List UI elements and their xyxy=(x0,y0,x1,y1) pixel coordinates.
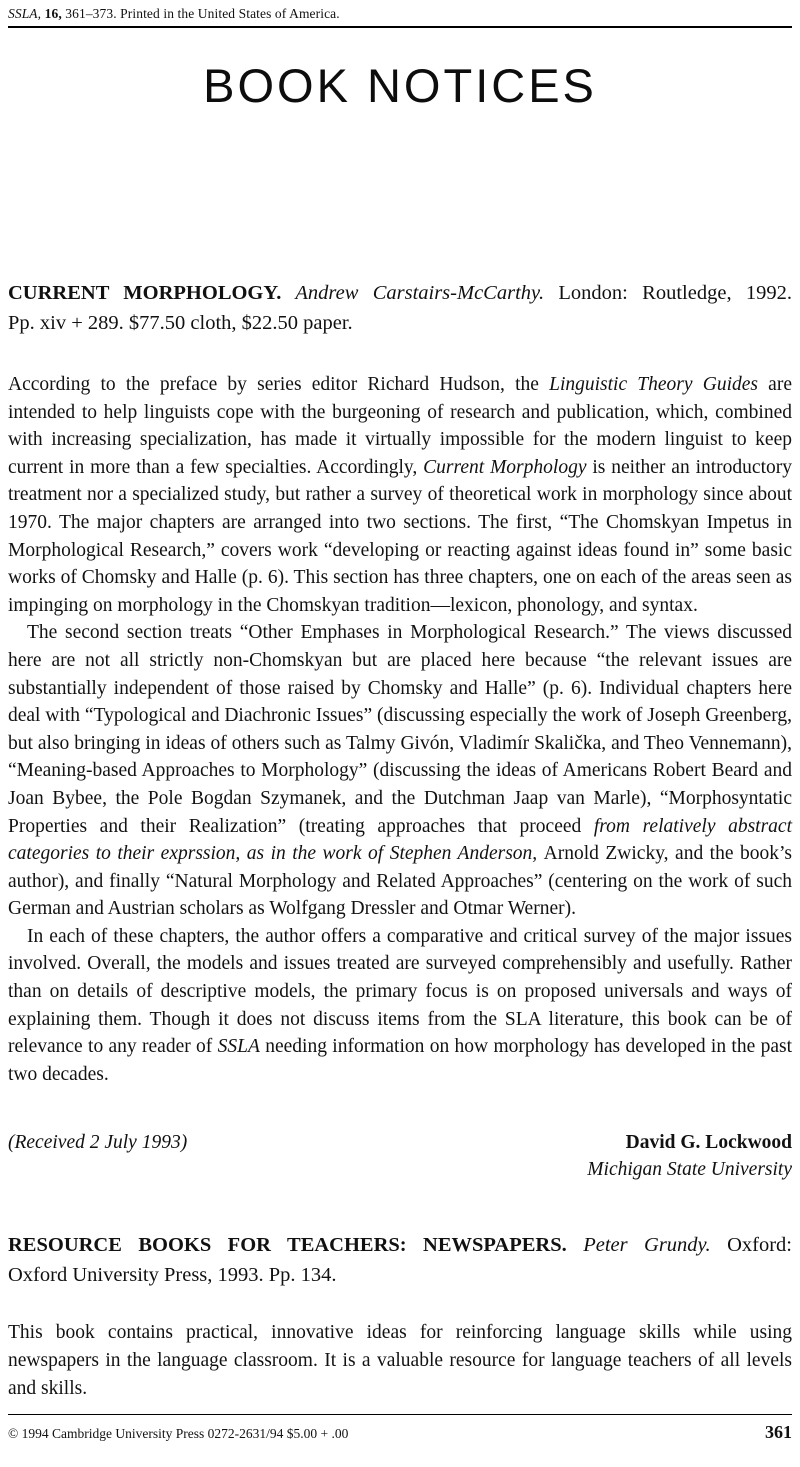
page-header xyxy=(8,5,792,28)
received-date: (Received 2 July 1993) xyxy=(8,1132,188,1154)
review2-heading xyxy=(8,1230,792,1290)
header-rule xyxy=(8,26,792,28)
reviewer-block xyxy=(587,1129,792,1183)
review2-heading-line1: RESOURCE BOOKS FOR TEACHERS: NEWSPAPERS. Peter Grundy. Oxford: xyxy=(8,1234,792,1257)
footer-line xyxy=(8,1422,792,1443)
journal-citation-line: SSLA, 16, 361–373. Printed in the United States of America. xyxy=(8,6,340,21)
review1-body xyxy=(8,371,792,1088)
page-title: BOOK NOTICES xyxy=(203,59,597,112)
review1-paragraph-3: In each of these chapters, the author offers a comparative and critical survey of the major issues involved. Overall, the models and issues treated are surveyed comprehensibly and usefully. Rather than on details of descriptive models, the primary focus is on proposed universals and ways of explaining them. Though it does not discuss items from the SLA literature, this book can be of relevance to any reader of SSLA needing information on how morphology has developed in the past two decades. xyxy=(8,925,792,1085)
copyright-line: © 1994 Cambridge University Press 0272-2631/94 $5.00 + .00 xyxy=(8,1426,349,1441)
review2-heading-line2: Oxford University Press, 1993. Pp. 134. xyxy=(8,1264,337,1287)
page-footer xyxy=(8,1414,792,1443)
reviewer-name: David G. Lockwood xyxy=(625,1132,792,1154)
page-number: 361 xyxy=(765,1422,792,1442)
review1-heading-line2: Pp. xiv + 289. $77.50 cloth, $22.50 paper. xyxy=(8,312,353,334)
footer-rule xyxy=(8,1414,792,1415)
review1-paragraph-1: According to the preface by series editor Richard Hudson, the Linguistic Theory Guides are intended to help linguists cope with the burgeoning of research and publication, which, combined with increasing specialization, has made it virtually impossible for the modern linguist to keep current in more than a few specialties. Accordingly, Current Morphology is neither an introductory treatment nor a specialized study, but rather a survey of theoretical work in morphology since about 1970. The major chapters are arranged into two sections. The first, “The Chomskyan Impetus in Morphological Research,” covers work “developing or reacting against ideas found in” some basic works of Chomsky and Halle (p. 6). This section has three chapters, one on each of the areas seen as impinging on morphology in the Chomskyan tradition—lexicon, phonology, and syntax. xyxy=(8,374,792,616)
review-resource-books xyxy=(8,1230,792,1402)
reviewer-affiliation: Michigan State University xyxy=(587,1159,792,1181)
review-current-morphology xyxy=(8,278,792,1183)
review2-body xyxy=(8,1319,792,1402)
review1-paragraph-2: The second section treats “Other Emphases in Morphological Research.” The views discussed here are not all strictly non-Chomskyan but are placed here because “the relevant issues are substantially independent of those raised by Chomsky and Halle” (p. 6). Individual chapters here deal with “Typological and Diachronic Issues” (discussing especially the work of Joseph Greenberg, but also bringing in ideas of others such as Talmy Givón, Vladimír Skalička, and Theo Vennemann), “Meaning-based Approaches to Morphology” (discussing the ideas of Americans Robert Beard and Joan Bybee, the Pole Bogdan Szymanek, and the Dutchman Jaap van Marle), “Morphosyntatic Properties and their Realization” (treating approaches that proceed from relatively abstract categories to their exprssion, as in the work of Stephen Anderson, Arnold Zwicky, and the book’s author), and finally “Natural Morphology and Related Approaches” (centering on the work of such German and Austrian scholars as Wolfgang Dressler and Otmar Werner). xyxy=(8,622,793,920)
review1-byline xyxy=(8,1129,792,1183)
review1-heading xyxy=(8,278,792,338)
review1-heading-line1: CURRENT MORPHOLOGY. Andrew Carstairs-McCarthy. London: Routledge, 1992. xyxy=(8,282,793,304)
review2-paragraph-1: This book contains practical, innovative ideas for reinforcing language skills while using newspapers in the language classroom. It is a valuable resource for language teachers of all levels and skills. xyxy=(8,1322,792,1399)
